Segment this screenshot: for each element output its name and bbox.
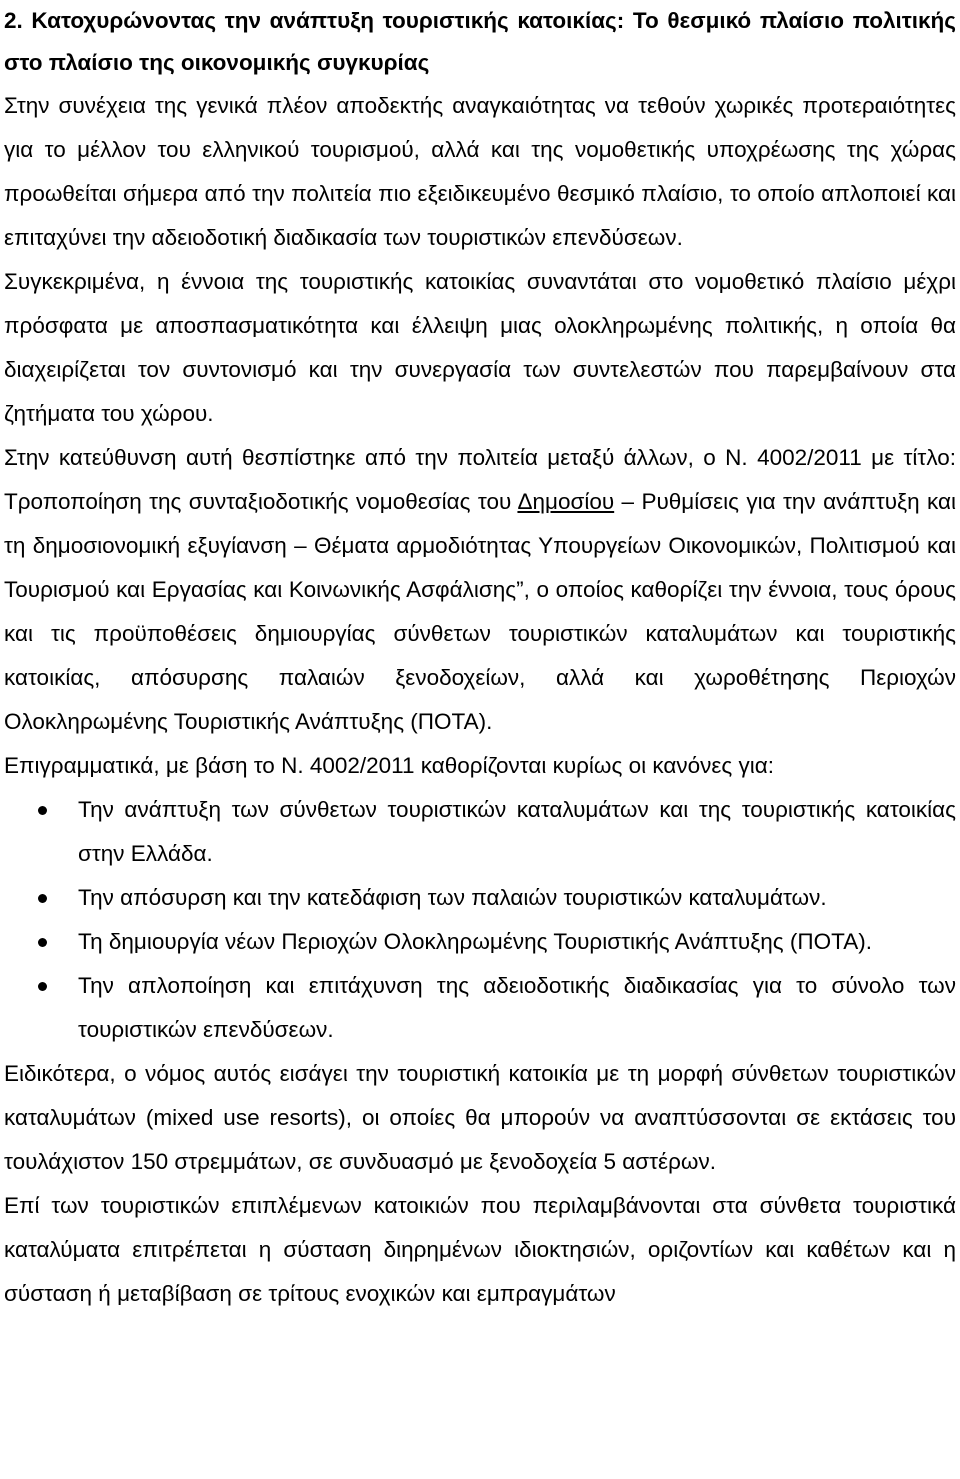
- list-item-text: Την ανάπτυξη των σύνθετων τουριστικών καταλυμάτων και της τουριστικής κατοικίας στην Ελλάδα.: [78, 797, 956, 866]
- list-item-text: Τη δημιουργία νέων Περιοχών Ολοκληρωμένης Τουριστικής Ανάπτυξης (ΠΟΤΑ).: [78, 929, 872, 954]
- paragraph-intro: Στην συνέχεια της γενικά πλέον αποδεκτής αναγκαιότητας να τεθούν χωρικές προτεραιότητες για το μέλλον του ελληνικού τουρισμού, αλλά και της νομοθετικής υποχρέωσης της χώρας προωθείται σήμερα από την πολιτεία πιο εξειδικευμένο θεσμικό πλαίσιο, το οποίο απλοποιεί και επιταχύνει την αδειοδοτική διαδικασία των τουριστικών επενδύσεων.: [4, 93, 956, 250]
- bullet-icon: [38, 938, 47, 947]
- list-item-text: Την απόσυρση και την κατεδάφιση των παλαιών τουριστικών καταλυμάτων.: [78, 885, 827, 910]
- law-title-text-end: – Ρυθμίσεις για την ανάπτυξη και τη δημοσιονομική εξυγίανση – Θέματα αρμοδιότητας Υπουργείων Οικονομικών, Πολιτισμού και Τουρισμού και Εργασίας και Κοινωνικής Ασφάλισης”, ο οποίος καθορίζει την έννοια, τους όρους και τις προϋποθέσεις δημιουργίας σύνθετων τουριστικών καταλυμάτων και τουριστικής κατοικίας, απόσυρσης παλαιών ξενοδοχείων, αλλά και χωροθέτησης Περιοχών Ολοκληρωμένης Τουριστικής Ανάπτυξης (ΠΟΤΑ).: [4, 489, 957, 734]
- list-item: [4, 788, 956, 876]
- paragraph-mixed-use-resorts: Ειδικότερα, ο νόμος αυτός εισάγει την τουριστική κατοικία με τη μορφή σύνθετων τουριστικών καταλυμάτων (mixed use resorts), οι οποίες θα μπορούν να αναπτύσσονται σε εκτάσεις του τουλάχιστον 150 στρεμμάτων, σε συνδυασμό με ξενοδοχεία 5 αστέρων.: [4, 1061, 956, 1174]
- paragraph-law-4002-2011: [4, 436, 956, 744]
- paragraph-ownership-rights: Επί των τουριστικών επιπλέμενων κατοικιών που περιλαμβάνονται στα σύνθετα τουριστικά καταλύματα επιτρέπεται η σύσταση διηρημένων ιδιοκτησιών, οριζοντίων και καθέτων και η σύσταση ή μεταβίβαση σε τρίτους ενοχικών και εμπραγμάτων: [4, 1193, 956, 1306]
- section-heading: 2. Κατοχυρώνοντας την ανάπτυξη τουριστικής κατοικίας: Το θεσμικό πλαίσιο πολιτικής στο πλαίσιο της οικονομικής συγκυρίας: [4, 8, 956, 75]
- list-item-text: Την απλοποίηση και επιτάχυνση της αδειοδοτικής διαδικασίας για το σύνολο των τουριστικών επενδύσεων.: [78, 973, 956, 1042]
- list-item: [4, 920, 956, 964]
- law-title-text-start: Στην κατεύθυνση αυτή θεσπίστηκε από την πολιτεία μεταξύ άλλων, ο Ν. 4002/2011 με τίτλο: Τροποποίηση της συνταξιοδοτικής νομοθεσίας του: [4, 445, 956, 514]
- paragraph-tourist-housing-concept: Συγκεκριμένα, η έννοια της τουριστικής κατοικίας συναντάται στο νομοθετικό πλαίσιο μέχρι πρόσφατα με αποσπασματικότητα και έλλειψη μιας ολοκληρωμένης πολιτικής, η οποία θα διαχειρίζεται τον συντονισμό και την συνεργασία των συντελεστών που παρεμβαίνουν στα ζητήματα του χώρου.: [4, 269, 956, 426]
- rules-bullet-list: [4, 788, 956, 1052]
- list-item: [4, 876, 956, 920]
- bullet-icon: [38, 806, 47, 815]
- paragraph-summary-lead: Επιγραμματικά, με βάση το Ν. 4002/2011 καθορίζονται κυρίως οι κανόνες για:: [4, 753, 774, 778]
- list-item: [4, 964, 956, 1052]
- underlined-word-dimosiou: Δημοσίου: [517, 489, 615, 514]
- bullet-icon: [38, 894, 47, 903]
- bullet-icon: [38, 982, 47, 991]
